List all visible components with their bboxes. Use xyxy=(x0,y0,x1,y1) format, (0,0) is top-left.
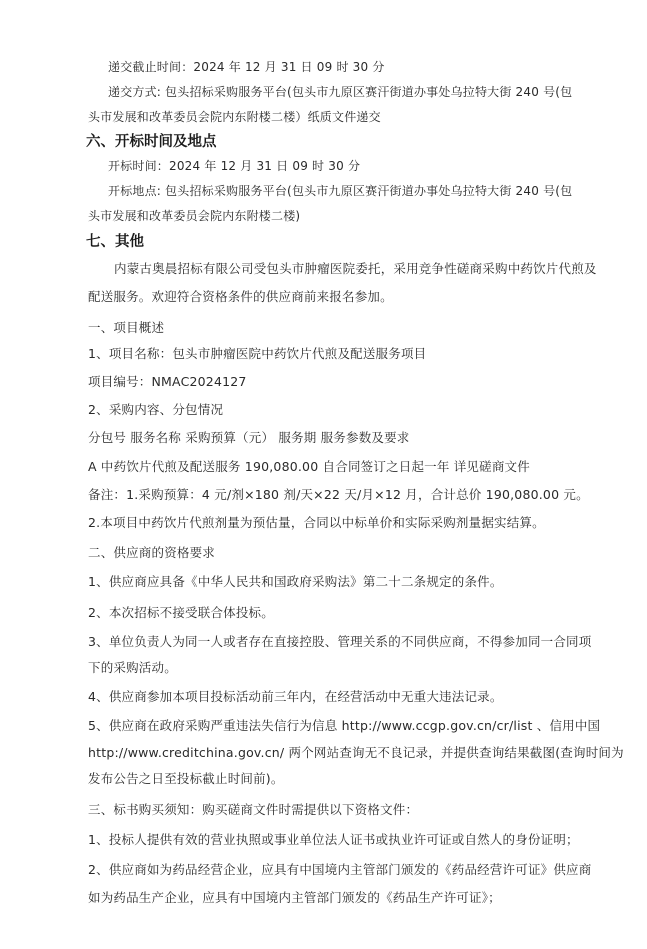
package-table-row: A 中药饮片代煎及配送服务 190,080.00 自合同签订之日起一年 详见磋商文件 xyxy=(88,459,530,474)
opening-time: 开标时间：2024 年 12 月 31 日 09 时 30 分 xyxy=(108,159,361,173)
qualification-item-2: 2、本次招标不接受联合体投标。 xyxy=(88,605,274,620)
intro-paragraph-cont: 配送服务。欢迎符合资格条件的供应商前来报名参加。 xyxy=(88,289,393,304)
overview-heading: 一、项目概述 xyxy=(88,320,165,335)
qualification-item-3: 3、单位负责人为同一人或者存在直接控股、管理关系的不同供应商，不得参加同一合同项 xyxy=(88,634,592,649)
dosage-remark: 2.本项目中药饮片代煎剂量为预估量，合同以中标单价和实际采购剂量据实结算。 xyxy=(88,515,545,530)
qualification-item-5-end: 发布公告之日至投标截止时间前)。 xyxy=(88,771,284,786)
qualification-item-5-cont: http://www.creditchina.gov.cn/ 两个网站查询无不良记录，并提供查询结果截图(查询时间为 xyxy=(88,745,624,760)
purchase-notice-item-2: 2、供应商如为药品经营企业，应具有中国境内主管部门颁发的《药品经营许可证》供应商 xyxy=(88,862,592,877)
intro-paragraph: 内蒙古奥晨招标有限公司受包头市肿瘤医院委托，采用竞争性磋商采购中药饮片代煎及 xyxy=(114,261,597,276)
qualification-item-5: 5、供应商在政府采购严重违法失信行为信息 http://www.ccgp.gov.cn/cr/list 、信用中国 xyxy=(88,718,601,733)
submission-deadline: 递交截止时间：2024 年 12 月 31 日 09 时 30 分 xyxy=(108,60,385,74)
project-number: 项目编号：NMAC2024127 xyxy=(88,374,247,389)
purchase-notice-item-1: 1、投标人提供有效的营业执照或事业单位法人证书或执业许可证或自然人的身份证明； xyxy=(88,832,579,847)
submission-method: 递交方式: 包头招标采购服务平台(包头市九原区赛汗街道办事处乌拉特大街 240 号(包 xyxy=(108,85,573,99)
project-name: 1、项目名称：包头市肿瘤医院中药饮片代煎及配送服务项目 xyxy=(88,346,427,361)
opening-location: 开标地点: 包头招标采购服务平台(包头市九原区赛汗街道办事处乌拉特大街 240 号(包 xyxy=(108,184,573,198)
qualification-item-1: 1、供应商应具备《中华人民共和国政府采购法》第二十二条规定的条件。 xyxy=(88,574,503,589)
submission-method-cont: 头市发展和改革委员会院内东附楼二楼）纸质文件递交 xyxy=(88,110,381,124)
procurement-content-heading: 2、采购内容、分包情况 xyxy=(88,402,224,417)
opening-location-cont: 头市发展和改革委员会院内东附楼二楼) xyxy=(88,209,301,223)
qualification-item-4: 4、供应商参加本项目投标活动前三年内，在经营活动中无重大违法记录。 xyxy=(88,689,503,704)
budget-remark: 备注：1.采购预算：4 元/剂×180 剂/天×22 天/月×12 月，合计总价 190,080.00 元。 xyxy=(88,487,589,502)
qualification-heading: 二、供应商的资格要求 xyxy=(88,545,216,560)
qualification-item-3-cont: 下的采购活动。 xyxy=(88,660,177,675)
purchase-notice-heading: 三、标书购买须知：购买磋商文件时需提供以下资格文件： xyxy=(88,802,419,817)
purchase-notice-item-2-cont: 如为药品生产企业，应具有中国境内主管部门颁发的《药品生产许可证》； xyxy=(88,890,501,905)
package-table-header: 分包号 服务名称 采购预算（元） 服务期 服务参数及要求 xyxy=(88,430,410,445)
section-heading-7: 七、其他 xyxy=(86,234,144,250)
section-heading-6: 六、开标时间及地点 xyxy=(86,134,217,150)
